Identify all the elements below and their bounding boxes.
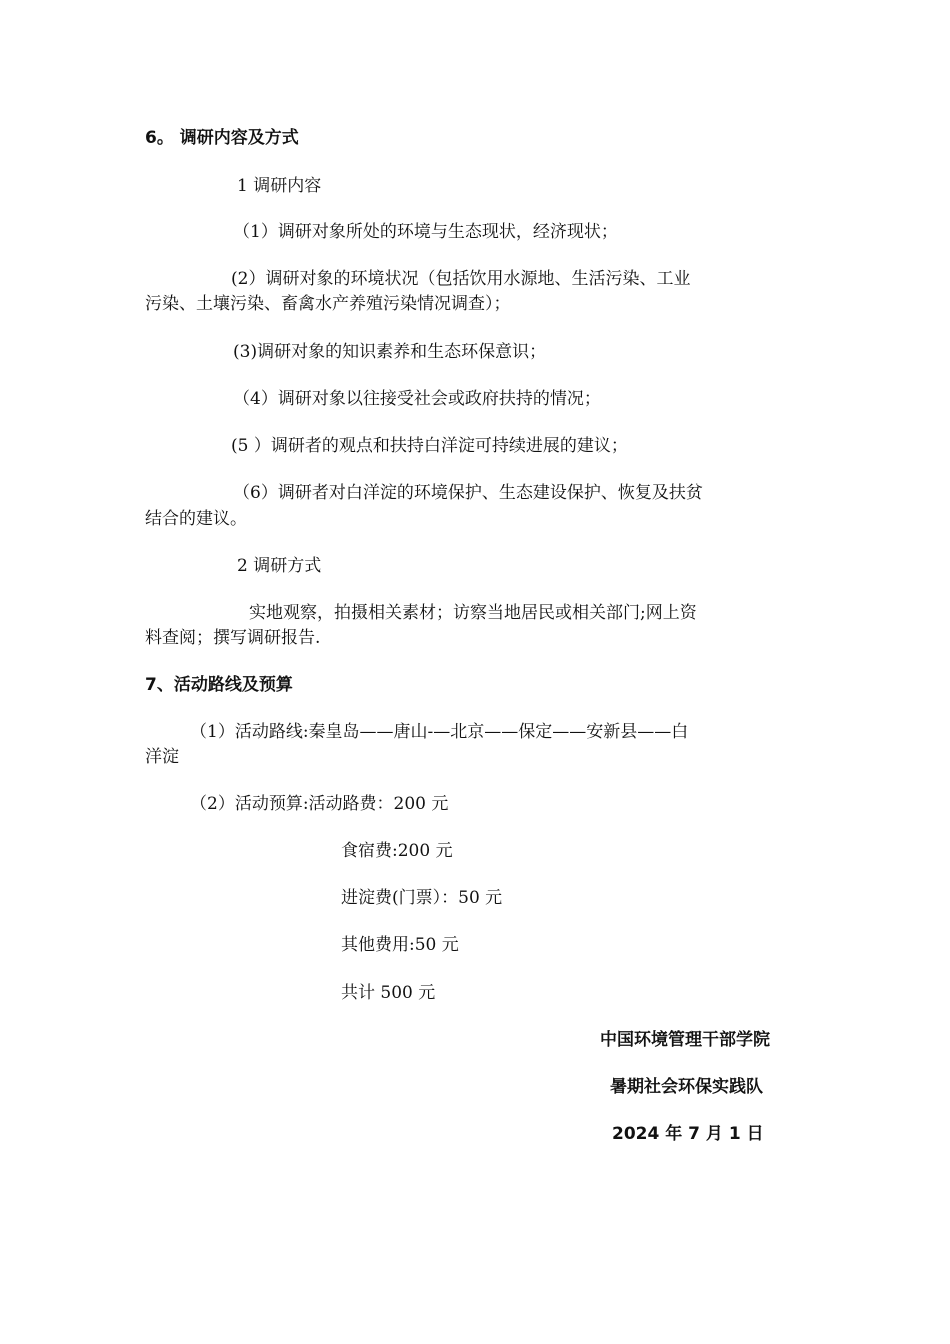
research-item-6-line-2: 结合的建议。 <box>145 509 247 529</box>
budget-entry-ticket: 进淀费(门票）：50 元 <box>341 888 503 908</box>
research-item-1: （1）调研对象所处的环境与生态现状，经济现状； <box>233 222 618 242</box>
route-line-2: 洋淀 <box>145 747 179 767</box>
research-method-line-2: 料查阅；撰写调研报告. <box>145 628 321 648</box>
research-item-5: (5 ）调研者的观点和扶持白洋淀可持续进展的建议； <box>231 436 628 456</box>
research-item-3: (3)调研对象的知识素养和生态环保意识； <box>233 342 547 362</box>
budget-other: 其他费用:50 元 <box>341 935 459 955</box>
research-item-2-line-2: 污染、土壤污染、畜禽水产养殖污染情况调查）； <box>145 294 511 314</box>
research-method-line-1: 实地观察，拍摄相关素材；访察当地居民或相关部门;网上资 <box>249 603 697 623</box>
sub-section-1-title: 1 调研内容 <box>237 176 322 196</box>
research-item-4: （4）调研对象以往接受社会或政府扶持的情况； <box>233 389 601 409</box>
signature-date: 2024 年 7 月 1 日 <box>612 1124 764 1144</box>
budget-total: 共计 500 元 <box>341 983 436 1003</box>
section-7-heading: 7、活动路线及预算 <box>145 675 293 695</box>
route-line-1: （1）活动路线:秦皇岛——唐山-—北京——保定——安新县——白 <box>190 722 689 742</box>
research-item-6-line-1: （6）调研者对白洋淀的环境保护、生态建设保护、恢复及扶贫 <box>233 483 703 503</box>
budget-food-lodging: 食宿费:200 元 <box>341 841 453 861</box>
budget-travel: （2）活动预算:活动路费：200 元 <box>190 794 449 814</box>
sub-section-2-title: 2 调研方式 <box>237 556 322 576</box>
research-item-2-line-1: (2）调研对象的环境状况（包括饮用水源地、生活污染、工业 <box>231 269 691 289</box>
signature-team: 暑期社会环保实践队 <box>610 1077 763 1097</box>
section-6-heading: 6。 调研内容及方式 <box>145 128 299 148</box>
signature-organization: 中国环境管理干部学院 <box>600 1030 770 1050</box>
